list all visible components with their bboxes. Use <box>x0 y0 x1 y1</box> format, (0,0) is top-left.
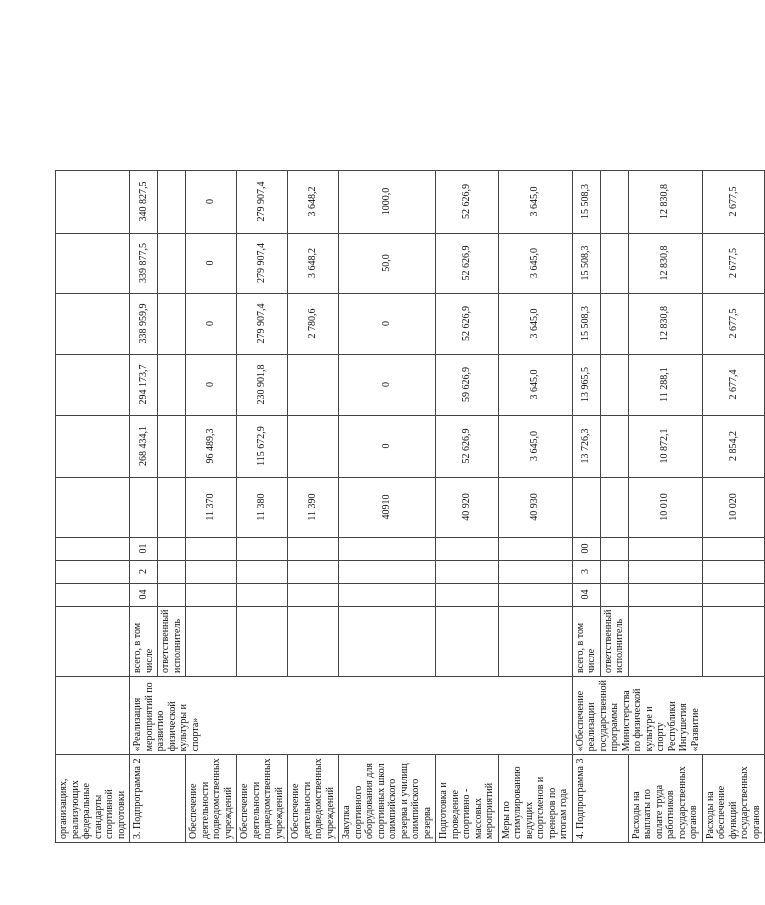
row-6-value-2: 0 <box>339 354 436 415</box>
row-7-code-4: 40 920 <box>436 477 499 537</box>
row-1-value-3: 338 959,9 <box>130 293 158 354</box>
row-6-code-3 <box>339 537 436 560</box>
row-10-value-5 <box>600 170 628 233</box>
row-8-value-1: 3 645,0 <box>498 415 572 477</box>
row-3-code-2 <box>186 560 237 583</box>
row-5-code-2 <box>288 560 339 583</box>
row-10-value-4 <box>600 233 628 293</box>
row-5-code-3 <box>288 537 339 560</box>
row-5-value-4: 3 648,2 <box>288 233 339 293</box>
row-4-name: Обеспечение деятельности подведомственных учреждений <box>237 755 288 843</box>
row-9-value-4: 15 508,3 <box>572 233 600 293</box>
row-9-value-3: 15 508,3 <box>572 293 600 354</box>
row-3-code-4: 11 370 <box>186 477 237 537</box>
row-0-value-4 <box>56 233 130 293</box>
row-10-value-3 <box>600 293 628 354</box>
row-1-code-1: 04 <box>130 583 158 606</box>
row-12-value-3: 2 677,5 <box>702 293 765 354</box>
row-5-value-5: 3 648,2 <box>288 170 339 233</box>
row-3-value-4: 0 <box>186 233 237 293</box>
row-4-code-1 <box>237 583 288 606</box>
row-5-value-3: 2 780,6 <box>288 293 339 354</box>
row-1-value-1: 268 434,1 <box>130 415 158 477</box>
row-10-code-1 <box>600 583 628 606</box>
row-10-executor: ответственный исполнитель <box>600 606 628 677</box>
row-2-value-3 <box>158 293 186 354</box>
row-4-code-4: 11 380 <box>237 477 288 537</box>
row-5-name: Обеспечение деятельности подведомственных учреждений <box>288 755 339 843</box>
row-8-code-2 <box>498 560 572 583</box>
budget-table <box>55 170 765 843</box>
row-6-code-4: 40910 <box>339 477 436 537</box>
row-2-executor: ответственный исполнитель <box>158 606 186 677</box>
row-11-code-4: 10 010 <box>628 477 702 537</box>
row-7-value-5: 52 626,9 <box>436 170 499 233</box>
row-0-name: организациях, реализующих федеральные стандарты спортивной подготовки <box>56 755 130 843</box>
row-1-name: 3. Подпрограмма 2 <box>130 755 186 843</box>
row-8-value-5: 3 645,0 <box>498 170 572 233</box>
row-2-value-1 <box>158 415 186 477</box>
row-8-code-1 <box>498 583 572 606</box>
row-12-value-1: 2 854,2 <box>702 415 765 477</box>
row-10-value-1 <box>600 415 628 477</box>
row-4-value-1: 115 672,9 <box>237 415 288 477</box>
row-8-value-4: 3 645,0 <box>498 233 572 293</box>
row-0-value-1 <box>56 415 130 477</box>
row-1-program: «Реализация мероприятий по развитию физической культуры и спорта» <box>130 677 573 755</box>
row-6-value-1: 0 <box>339 415 436 477</box>
row-6-executor <box>339 606 436 677</box>
row-4-value-3: 279 907,4 <box>237 293 288 354</box>
row-0-value-3 <box>56 293 130 354</box>
row-12-code-4: 10 020 <box>702 477 765 537</box>
row-11-code-1 <box>628 583 702 606</box>
row-7-value-1: 52 626,9 <box>436 415 499 477</box>
row-8-value-3: 3 645,0 <box>498 293 572 354</box>
row-2-code-1 <box>158 583 186 606</box>
row-0-code-1 <box>56 583 130 606</box>
row-11-code-2 <box>628 560 702 583</box>
row-4-value-5: 279 907,4 <box>237 170 288 233</box>
row-0-executor <box>56 606 130 677</box>
row-11-value-3: 12 830,8 <box>628 293 702 354</box>
row-8-value-2: 3 645,0 <box>498 354 572 415</box>
row-5-code-4: 11 390 <box>288 477 339 537</box>
row-2-value-2 <box>158 354 186 415</box>
row-9-value-1: 13 726,3 <box>572 415 600 477</box>
row-0-value-5 <box>56 170 130 233</box>
row-1-value-4: 339 877,5 <box>130 233 158 293</box>
row-3-value-2: 0 <box>186 354 237 415</box>
row-12-executor <box>702 606 765 677</box>
row-2-value-5 <box>158 170 186 233</box>
row-12-value-5: 2 677,5 <box>702 170 765 233</box>
row-11-value-2: 11 288,1 <box>628 354 702 415</box>
row-1-value-5: 340 827,5 <box>130 170 158 233</box>
row-10-code-2 <box>600 560 628 583</box>
row-0-code-2 <box>56 560 130 583</box>
row-3-value-3: 0 <box>186 293 237 354</box>
table-row <box>130 170 158 842</box>
row-9-code-1: 04 <box>572 583 600 606</box>
row-4-code-2 <box>237 560 288 583</box>
row-10-code-4 <box>600 477 628 537</box>
row-5-value-2 <box>288 354 339 415</box>
row-3-code-1 <box>186 583 237 606</box>
row-2-code-2 <box>158 560 186 583</box>
row-9-code-2: 3 <box>572 560 600 583</box>
row-9-code-3: 00 <box>572 537 600 560</box>
row-7-executor <box>436 606 499 677</box>
row-11-executor <box>628 606 702 677</box>
row-11-name: Расходы на выплаты по оплате труда работников государственных органов <box>628 755 702 843</box>
row-9-program: «Обеспечение реализации государственной программы Министерства по физической культуре и спорту Республики Ингушетия «Развитие <box>572 677 765 755</box>
row-9-code-4 <box>572 477 600 537</box>
row-12-code-1 <box>702 583 765 606</box>
row-4-value-2: 230 901,8 <box>237 354 288 415</box>
row-4-code-3 <box>237 537 288 560</box>
row-3-name: Обеспечение деятельности подведомственных учреждений <box>186 755 237 843</box>
row-6-value-4: 50,0 <box>339 233 436 293</box>
row-1-executor: всего, в том числе <box>130 606 158 677</box>
row-12-name: Расходы на обеспечение функций государственных органов <box>702 755 765 843</box>
row-8-executor <box>498 606 572 677</box>
row-1-value-2: 294 173,7 <box>130 354 158 415</box>
row-11-value-4: 12 830,8 <box>628 233 702 293</box>
row-12-code-3 <box>702 537 765 560</box>
row-5-code-1 <box>288 583 339 606</box>
row-1-code-2: 2 <box>130 560 158 583</box>
row-2-code-4 <box>158 477 186 537</box>
row-6-code-2 <box>339 560 436 583</box>
row-6-name: Закупка спортивного оборудования для спортивных школ олимпийского резерва и училищ олимпийского резерва <box>339 755 436 843</box>
row-12-value-2: 2 677,4 <box>702 354 765 415</box>
row-7-code-1 <box>436 583 499 606</box>
row-0-code-4 <box>56 477 130 537</box>
row-9-value-2: 13 965,5 <box>572 354 600 415</box>
row-4-executor <box>237 606 288 677</box>
row-10-code-3 <box>600 537 628 560</box>
row-7-value-3: 52 626,9 <box>436 293 499 354</box>
row-10-value-2 <box>600 354 628 415</box>
row-8-code-4: 40 930 <box>498 477 572 537</box>
row-11-value-1: 10 872,1 <box>628 415 702 477</box>
row-6-value-3: 0 <box>339 293 436 354</box>
row-5-executor <box>288 606 339 677</box>
row-11-code-3 <box>628 537 702 560</box>
row-3-executor <box>186 606 237 677</box>
row-1-code-4 <box>130 477 158 537</box>
row-8-name: Меры по стимулированию ведущих спортсменов и тренеров по итогам года <box>498 755 572 843</box>
row-3-value-1: 96 489,3 <box>186 415 237 477</box>
table-row <box>572 170 600 842</box>
row-12-value-4: 2 677,5 <box>702 233 765 293</box>
row-11-value-5: 12 830,8 <box>628 170 702 233</box>
row-7-value-2: 59 626,9 <box>436 354 499 415</box>
row-0-value-2 <box>56 354 130 415</box>
row-5-value-1 <box>288 415 339 477</box>
row-6-code-1 <box>339 583 436 606</box>
row-1-code-3: 01 <box>130 537 158 560</box>
row-12-code-2 <box>702 560 765 583</box>
row-2-code-3 <box>158 537 186 560</box>
row-4-value-4: 279 907,4 <box>237 233 288 293</box>
row-3-code-3 <box>186 537 237 560</box>
row-0-code-3 <box>56 537 130 560</box>
row-8-code-3 <box>498 537 572 560</box>
row-7-code-3 <box>436 537 499 560</box>
row-6-value-5: 1000,0 <box>339 170 436 233</box>
table-row <box>56 170 130 842</box>
row-7-name: Подготовка и проведение спортивно - массовых мероприятий <box>436 755 499 843</box>
row-7-value-4: 52 626,9 <box>436 233 499 293</box>
row-0-program <box>56 677 130 755</box>
row-9-name: 4. Подпрограмма 3 <box>572 755 628 843</box>
row-2-value-4 <box>158 233 186 293</box>
row-7-code-2 <box>436 560 499 583</box>
row-9-value-5: 15 508,3 <box>572 170 600 233</box>
row-3-value-5: 0 <box>186 170 237 233</box>
row-9-executor: всего, в том числе <box>572 606 600 677</box>
